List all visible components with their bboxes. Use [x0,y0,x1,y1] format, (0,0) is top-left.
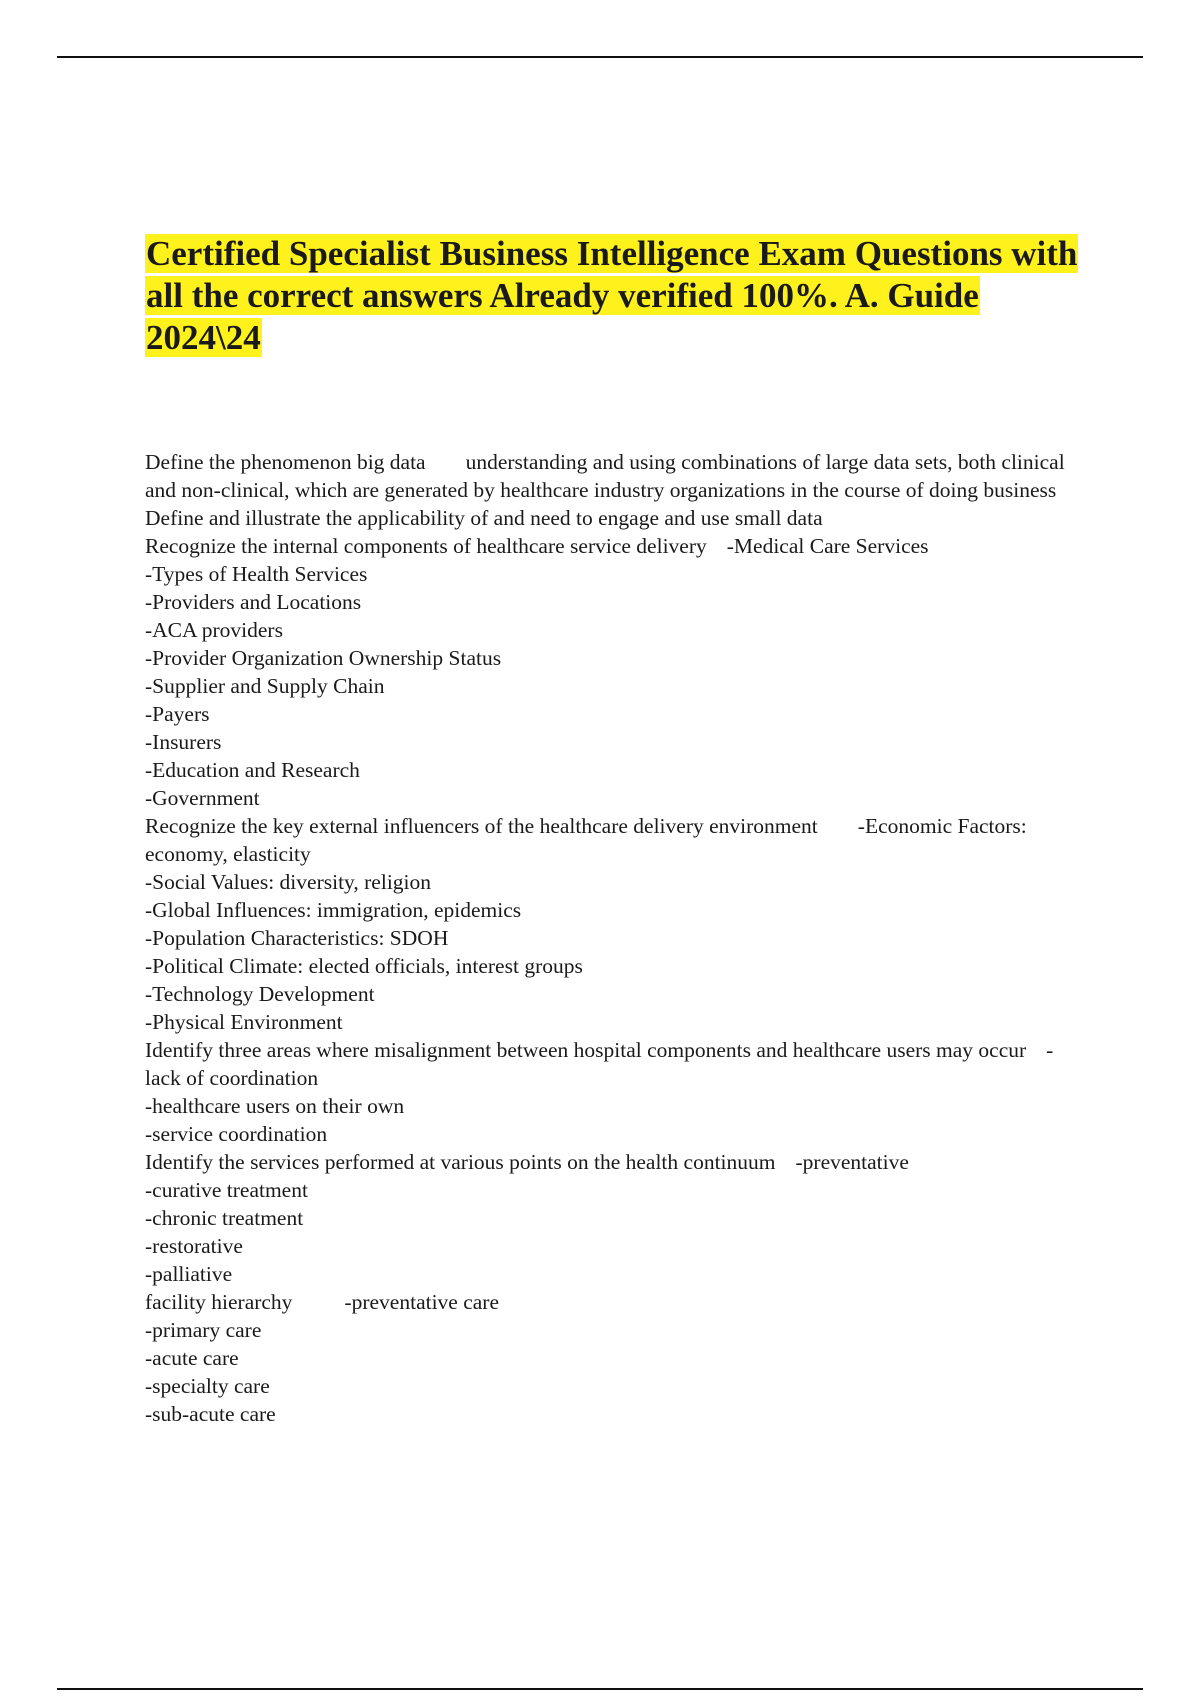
answer-line: -preventative [795,1150,909,1174]
answer-line: -Technology Development [145,982,375,1006]
answer-line: -Provider Organization Ownership Status [145,646,502,670]
qa-entry [145,1148,1085,1176]
answer-line: -acute care [145,1346,239,1370]
answer-line: -curative treatment [145,1178,308,1202]
answer-line: -Global Influences: immigration, epidemics [145,898,522,922]
question-text: facility hierarchy [145,1290,293,1314]
answer-line: -primary care [145,1318,262,1342]
answer-line: -sub-acute care [145,1402,276,1426]
answer-line: -Medical Care Services [726,534,929,558]
answer-line: -Supplier and Supply Chain [145,674,385,698]
document-title [145,233,1095,359]
answer-line: -lack of coordination [145,1038,1054,1090]
answer-line: -Government [145,786,260,810]
qa-body [145,448,1085,1428]
answer-line: -Providers and Locations [145,590,362,614]
answer-line: -restorative [145,1234,243,1258]
answer-text: understanding and using combinations of large data sets, both clinical and non-clinical, which are generated by healthcare industry organizations in the course of doing business [145,450,1071,502]
header-rule [57,56,1143,58]
answer-line: -Types of Health Services [145,562,368,586]
qa-entry [145,448,1085,504]
question-text: Define the phenomenon big data [145,450,426,474]
question-text: Define and illustrate the applicability of and need to engage and use small data [145,506,823,530]
answer-line: -ACA providers [145,618,283,642]
answer-line: -Political Climate: elected officials, interest groups [145,954,583,978]
answer-line: -preventative care [344,1290,500,1314]
title-highlight: Certified Specialist Business Intelligence Exam Questions with all the correct answers Already verified 100%. A. Guide 2024\24 [146,234,1078,357]
answer-line: -specialty care [145,1374,270,1398]
answer-line: -chronic treatment [145,1206,304,1230]
answer-line: -Social Values: diversity, religion [145,870,432,894]
qa-entry [145,1288,1085,1316]
qa-entry [145,1036,1085,1092]
footer-rule [57,1688,1143,1690]
answer-line: -Population Characteristics: SDOH [145,926,449,950]
question-text: Identify three areas where misalignment between hospital components and healthcare users may occur [145,1038,1027,1062]
answer-line: -palliative [145,1262,233,1286]
answer-line: -healthcare users on their own [145,1094,405,1118]
answer-line: -Payers [145,702,210,726]
qa-entry [145,812,1085,868]
qa-entry [145,532,1085,560]
question-text: Recognize the internal components of healthcare service delivery [145,534,707,558]
question-text: Identify the services performed at various points on the health continuum [145,1150,776,1174]
answer-line: -Insurers [145,730,222,754]
question-text: Recognize the key external influencers of the healthcare delivery environment [145,814,818,838]
answer-line: -service coordination [145,1122,328,1146]
qa-entry [145,504,1085,532]
answer-line: -Education and Research [145,758,360,782]
answer-line: -Economic Factors: economy, elasticity [145,814,1033,866]
answer-line: -Physical Environment [145,1010,343,1034]
